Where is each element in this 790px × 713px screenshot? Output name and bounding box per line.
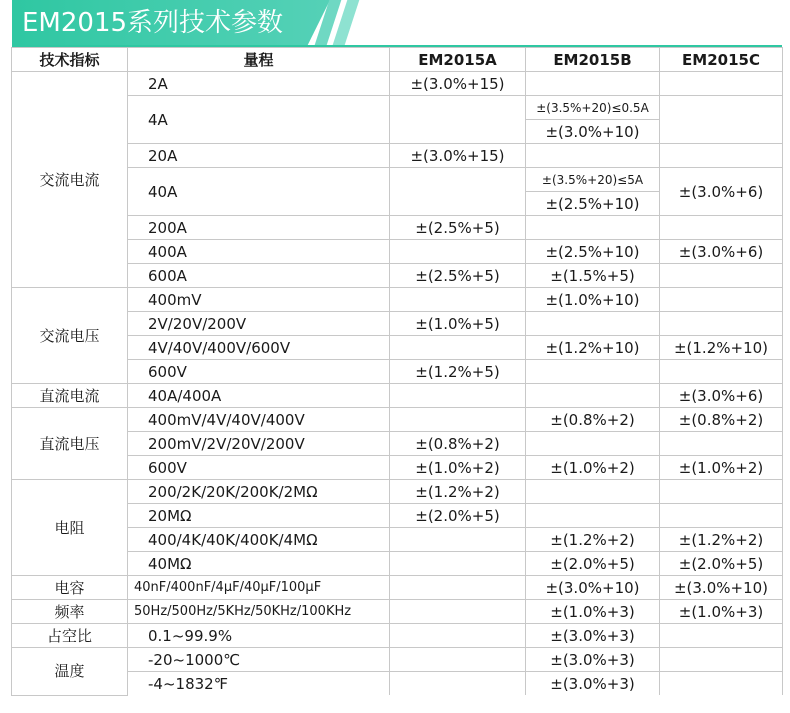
range-cell: 400/4K/40K/400K/4MΩ [128, 528, 390, 552]
range-cell: 0.1~99.9% [128, 624, 390, 648]
table-row [12, 312, 783, 336]
spec-cell-a [390, 240, 526, 264]
spec-cell-c: ±(1.2%+10) [660, 336, 783, 360]
table-row [12, 288, 783, 312]
range-cell: 40MΩ [128, 552, 390, 576]
range-cell: 2A [128, 72, 390, 96]
spec-cell-a [390, 624, 526, 648]
spec-cell-b: ±(3.0%+3) [526, 624, 660, 648]
spec-cell-c [660, 648, 783, 672]
spec-cell-c: ±(1.0%+3) [660, 600, 783, 624]
spec-cell-b: ±(3.0%+3) [526, 672, 660, 696]
spec-cell-c [660, 480, 783, 504]
range-cell: -20~1000℃ [128, 648, 390, 672]
spec-cell-c [660, 504, 783, 528]
spec-cell-b [526, 480, 660, 504]
table-row [12, 552, 783, 576]
spec-cell-b: ±(1.0%+3) [526, 600, 660, 624]
spec-cell-b [526, 432, 660, 456]
table-header-row [12, 48, 783, 72]
table-row [12, 624, 783, 648]
spec-cell-a: ±(1.2%+5) [390, 360, 526, 384]
spec-cell-c [660, 216, 783, 240]
spec-cell-c [660, 672, 783, 696]
spec-cell-b: ±(2.5%+10) [526, 192, 660, 216]
spec-cell-c [660, 624, 783, 648]
range-cell: 50Hz/500Hz/5KHz/50KHz/100KHz [128, 600, 390, 624]
page-title: EM2015系列技术参数 [22, 8, 284, 38]
header-range: 量程 [128, 48, 390, 72]
spec-cell-b: ±(3.0%+3) [526, 648, 660, 672]
spec-cell-b: ±(3.0%+10) [526, 120, 660, 144]
spec-cell-c: ±(0.8%+2) [660, 408, 783, 432]
spec-cell-a: ±(1.0%+5) [390, 312, 526, 336]
range-cell: 4A [128, 96, 390, 144]
spec-cell-c: ±(1.0%+2) [660, 456, 783, 480]
table-row [12, 408, 783, 432]
spec-cell-c: ±(3.0%+6) [660, 384, 783, 408]
spec-cell-c: ±(3.0%+10) [660, 576, 783, 600]
spec-cell-c [660, 96, 783, 144]
spec-table [11, 47, 783, 696]
spec-cell-c [660, 72, 783, 96]
spec-cell-c [660, 144, 783, 168]
spec-cell-b [526, 144, 660, 168]
table-row [12, 264, 783, 288]
range-cell: 200/2K/20K/200K/2MΩ [128, 480, 390, 504]
spec-cell-b: ±(3.5%+20)≤5A [526, 168, 660, 192]
spec-cell-b [526, 384, 660, 408]
spec-cell-c [660, 264, 783, 288]
spec-cell-c [660, 312, 783, 336]
range-cell: 40nF/400nF/4μF/40μF/100μF [128, 576, 390, 600]
category-label: 交流电压 [12, 288, 128, 384]
spec-cell-c [660, 432, 783, 456]
spec-cell-b: ±(1.2%+2) [526, 528, 660, 552]
spec-cell-a [390, 648, 526, 672]
spec-cell-a: ±(0.8%+2) [390, 432, 526, 456]
table-row [12, 672, 783, 696]
spec-cell-a [390, 672, 526, 696]
spec-cell-a: ±(2.5%+5) [390, 216, 526, 240]
table-row [12, 168, 783, 192]
table-row [12, 648, 783, 672]
spec-cell-b [526, 216, 660, 240]
header-spec: 技术指标 [12, 48, 128, 72]
spec-cell-b [526, 504, 660, 528]
table-row [12, 480, 783, 504]
header-model-b: EM2015B [526, 48, 660, 72]
category-label: 温度 [12, 648, 128, 696]
spec-cell-a: ±(3.0%+15) [390, 144, 526, 168]
header-model-a: EM2015A [390, 48, 526, 72]
spec-cell-a: ±(2.0%+5) [390, 504, 526, 528]
spec-cell-b [526, 360, 660, 384]
range-cell: 4V/40V/400V/600V [128, 336, 390, 360]
spec-cell-b: ±(3.5%+20)≤0.5A [526, 96, 660, 120]
spec-cell-a: ±(1.0%+2) [390, 456, 526, 480]
spec-cell-a: ±(1.2%+2) [390, 480, 526, 504]
spec-cell-a [390, 336, 526, 360]
spec-cell-a [390, 552, 526, 576]
spec-cell-a: ±(2.5%+5) [390, 264, 526, 288]
range-cell: 40A [128, 168, 390, 216]
spec-cell-c: ±(2.0%+5) [660, 552, 783, 576]
spec-cell-b: ±(1.0%+2) [526, 456, 660, 480]
range-cell: 600A [128, 264, 390, 288]
spec-cell-b: ±(2.0%+5) [526, 552, 660, 576]
table-row [12, 216, 783, 240]
spec-cell-a [390, 384, 526, 408]
spec-cell-c [660, 288, 783, 312]
title-banner [0, 0, 790, 45]
range-cell: 20A [128, 144, 390, 168]
spec-cell-b: ±(1.0%+10) [526, 288, 660, 312]
table-row [12, 360, 783, 384]
category-label: 频率 [12, 600, 128, 624]
range-cell: 400mV/4V/40V/400V [128, 408, 390, 432]
range-cell: 200mV/2V/20V/200V [128, 432, 390, 456]
table-row [12, 144, 783, 168]
spec-cell-a [390, 168, 526, 216]
range-cell: 200A [128, 216, 390, 240]
range-cell: 400mV [128, 288, 390, 312]
spec-cell-c: ±(3.0%+6) [660, 168, 783, 216]
range-cell: 400A [128, 240, 390, 264]
table-row [12, 336, 783, 360]
spec-cell-c: ±(3.0%+6) [660, 240, 783, 264]
spec-cell-b: ±(3.0%+10) [526, 576, 660, 600]
table-row [12, 528, 783, 552]
table-row [12, 72, 783, 96]
spec-cell-b: ±(0.8%+2) [526, 408, 660, 432]
spec-cell-a [390, 528, 526, 552]
spec-cell-a [390, 408, 526, 432]
spec-cell-b: ±(1.5%+5) [526, 264, 660, 288]
category-label: 占空比 [12, 624, 128, 648]
spec-cell-c: ±(1.2%+2) [660, 528, 783, 552]
category-label: 电阻 [12, 480, 128, 576]
spec-cell-a [390, 600, 526, 624]
spec-cell-a [390, 288, 526, 312]
table-row [12, 456, 783, 480]
table-row [12, 576, 783, 600]
table-row [12, 600, 783, 624]
spec-cell-b: ±(2.5%+10) [526, 240, 660, 264]
spec-cell-a [390, 96, 526, 144]
table-row [12, 384, 783, 408]
range-cell: 2V/20V/200V [128, 312, 390, 336]
range-cell: -4~1832℉ [128, 672, 390, 696]
category-label: 直流电压 [12, 408, 128, 480]
header-model-c: EM2015C [660, 48, 783, 72]
category-label: 交流电流 [12, 72, 128, 288]
spec-cell-b: ±(1.2%+10) [526, 336, 660, 360]
table-row [12, 240, 783, 264]
range-cell: 40A/400A [128, 384, 390, 408]
table-row [12, 432, 783, 456]
range-cell: 600V [128, 456, 390, 480]
spec-cell-a [390, 576, 526, 600]
table-row [12, 504, 783, 528]
category-label: 直流电流 [12, 384, 128, 408]
range-cell: 600V [128, 360, 390, 384]
spec-cell-b [526, 312, 660, 336]
spec-cell-c [660, 360, 783, 384]
category-label: 电容 [12, 576, 128, 600]
spec-cell-b [526, 72, 660, 96]
range-cell: 20MΩ [128, 504, 390, 528]
table-row [12, 96, 783, 120]
spec-cell-a: ±(3.0%+15) [390, 72, 526, 96]
